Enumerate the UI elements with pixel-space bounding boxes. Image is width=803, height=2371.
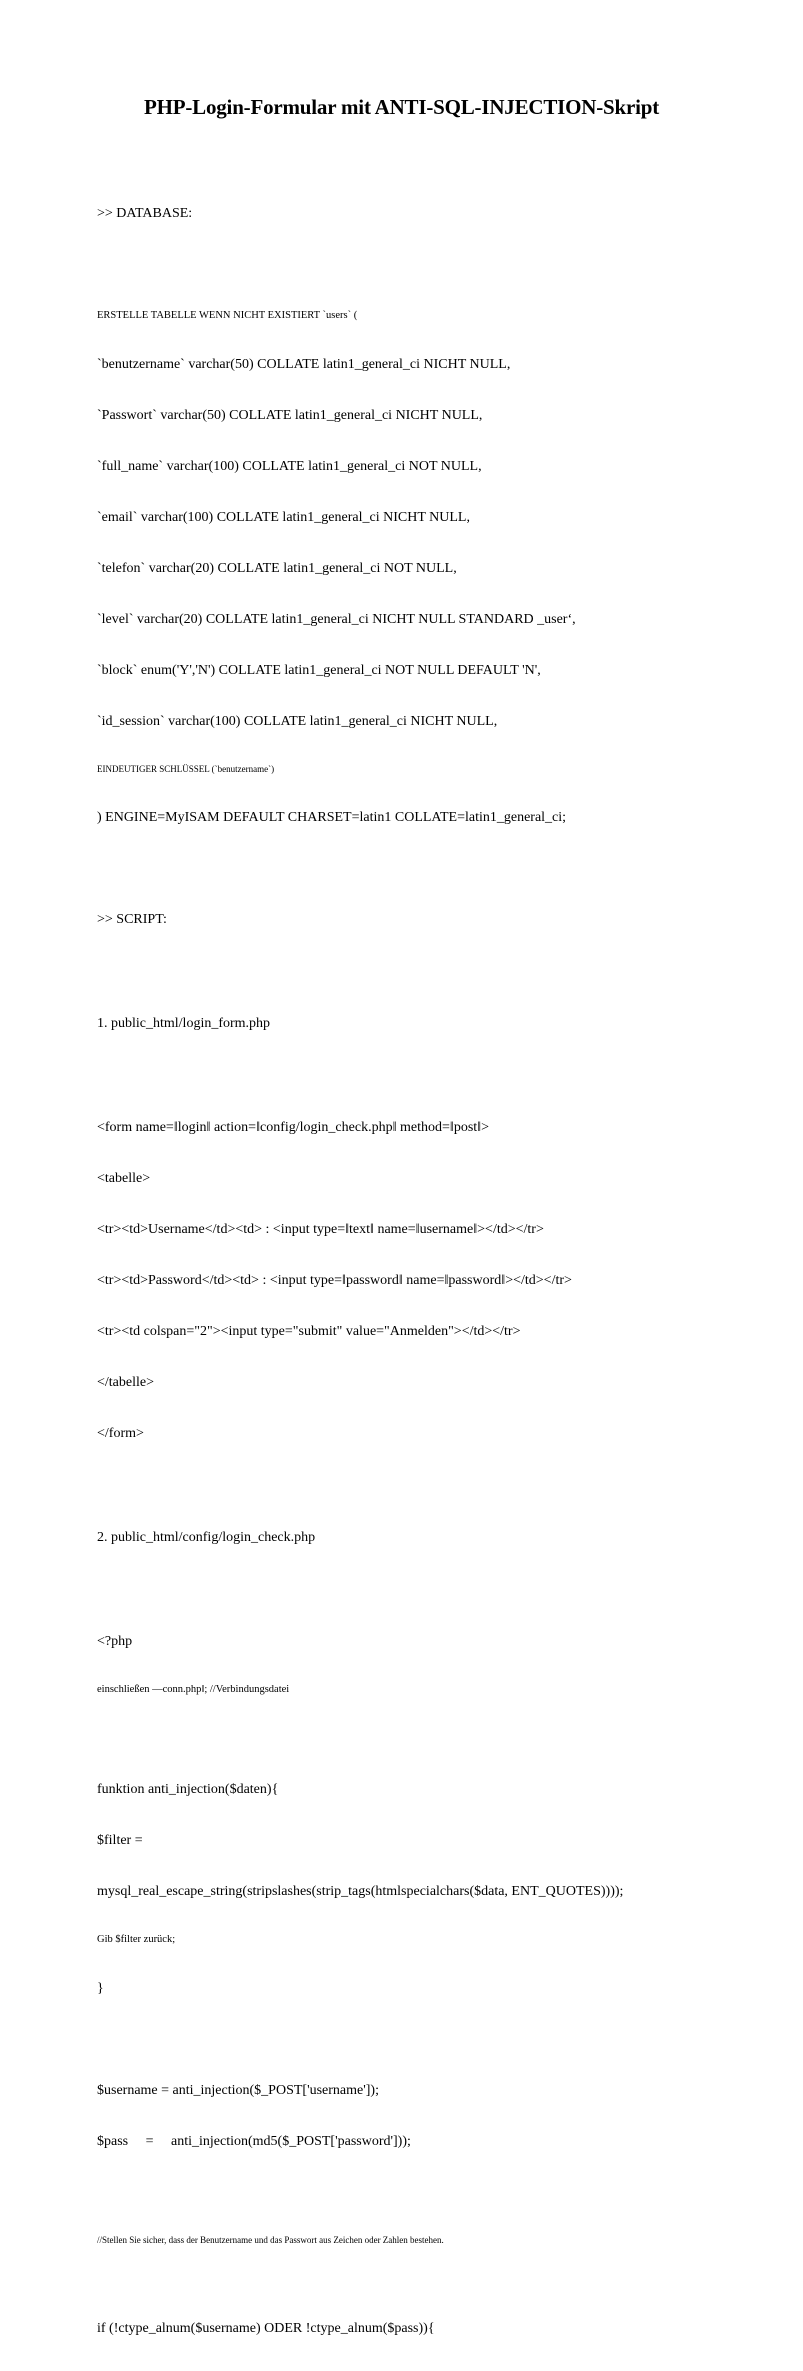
code-line: } xyxy=(97,1981,104,1996)
code-line: funktion anti_injection($daten){ xyxy=(97,1782,279,1797)
sql-column-line: `telefon` varchar(20) COLLATE latin1_general_ci NOT NULL, xyxy=(97,561,457,576)
code-return-line: Gib $filter zurück; xyxy=(97,1934,176,1945)
file2-heading: 2. public_html/config/login_check.php xyxy=(97,1530,316,1545)
sql-column-line: `id_session` varchar(100) COLLATE latin1_general_ci NICHT NULL, xyxy=(97,714,498,729)
code-include-line: einschließen —conn.php‖; //Verbindungsdatei xyxy=(97,1684,290,1695)
code-line: </tabelle> xyxy=(97,1375,154,1390)
code-line: </form> xyxy=(97,1426,144,1441)
code-line: <tr><td>Password</td><td> : <input type=‖password‖ name=‖password‖></td></tr> xyxy=(97,1273,572,1288)
database-heading: >> DATABASE: xyxy=(97,206,193,221)
script-heading: >> SCRIPT: xyxy=(97,912,167,927)
code-line: <tr><td>Username</td><td> : <input type=‖text‖ name=‖username‖></td></tr> xyxy=(97,1222,544,1237)
file1-heading: 1. public_html/login_form.php xyxy=(97,1016,271,1031)
document-body xyxy=(97,171,757,2371)
code-line: <?php xyxy=(97,1634,133,1649)
sql-column-line: `full_name` varchar(100) COLLATE latin1_general_ci NOT NULL, xyxy=(97,459,482,474)
code-line: if (!ctype_alnum($username) ODER !ctype_alnum($pass)){ xyxy=(97,2321,435,2336)
code-line: <tr><td colspan="2"><input type="submit" value="Anmelden"></td></tr> xyxy=(97,1324,521,1339)
sql-engine-line: ) ENGINE=MyISAM DEFAULT CHARSET=latin1 COLLATE=latin1_general_ci; xyxy=(97,810,567,825)
sql-key-line: EINDEUTIGER SCHLÜSSEL (`benutzername`) xyxy=(97,764,275,774)
code-line: $filter = xyxy=(97,1833,143,1848)
code-line: <tabelle> xyxy=(97,1171,151,1186)
code-line: $pass = anti_injection(md5($_POST['password'])); xyxy=(97,2134,411,2149)
sql-column-line: `Passwort` varchar(50) COLLATE latin1_general_ci NICHT NULL, xyxy=(97,408,483,423)
code-comment-line: //Stellen Sie sicher, dass der Benutzername und das Passwort aus Zeichen oder Zahlen bestehen. xyxy=(97,2235,444,2245)
code-line: mysql_real_escape_string(stripslashes(strip_tags(htmlspecialchars($data, ENT_QUOTES)))); xyxy=(97,1884,624,1899)
sql-column-line: `benutzername` varchar(50) COLLATE latin1_general_ci NICHT NULL, xyxy=(97,357,511,372)
code-line: $username = anti_injection($_POST['username']); xyxy=(97,2083,379,2098)
code-line: <form name=‖login‖ action=‖config/login_check.php‖ method=‖post‖> xyxy=(97,1120,489,1135)
sql-column-line: `block` enum('Y','N') COLLATE latin1_general_ci NOT NULL DEFAULT 'N', xyxy=(97,663,541,678)
document-title: PHP-Login-Formular mit ANTI-SQL-INJECTION-Skript xyxy=(143,95,660,119)
sql-create-line: ERSTELLE TABELLE WENN NICHT EXISTIERT `users` ( xyxy=(97,310,358,321)
sql-column-line: `email` varchar(100) COLLATE latin1_general_ci NICHT NULL, xyxy=(97,510,470,525)
sql-column-line: `level` varchar(20) COLLATE latin1_general_ci NICHT NULL STANDARD _user‘, xyxy=(97,612,576,627)
